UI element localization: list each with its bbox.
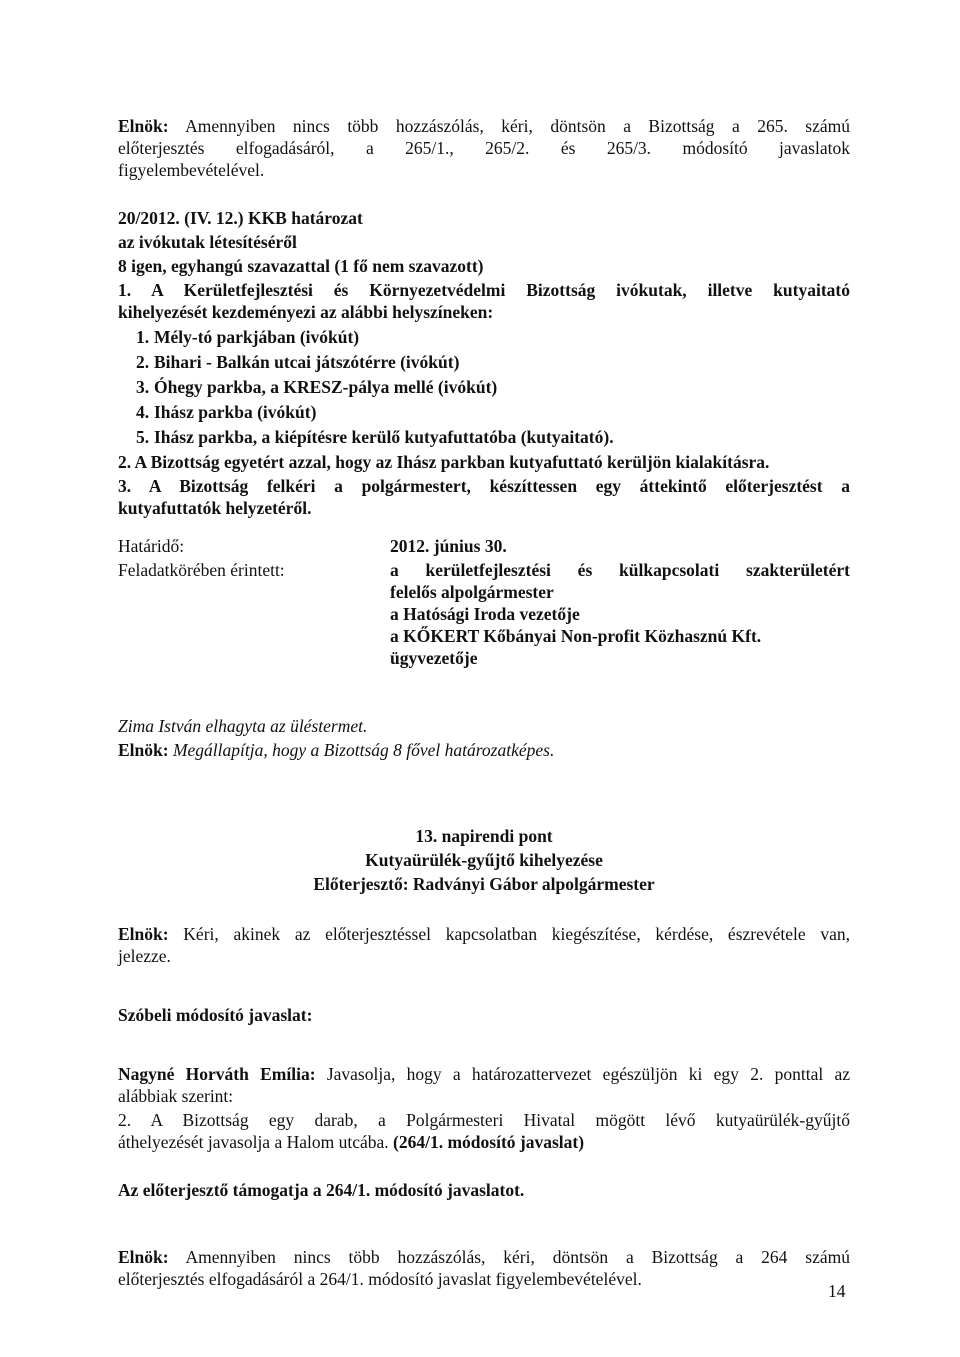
agenda-header [118,825,850,895]
statement-text: jelezze. [118,946,171,966]
page-number: 14 [828,1281,846,1301]
responsible-label: Feladatkörében érintett: [118,560,285,580]
amendment-reference: (264/1. módosító javaslat) [393,1132,585,1152]
speaker-label: Elnök: [118,924,169,944]
resolution-number: 20/2012. (IV. 12.) KKB határozat [118,208,363,228]
amendment-statement [118,1063,850,1153]
resolution-point-2 [118,451,850,473]
chair-statement-1 [118,115,850,181]
list-item-number: 4. [136,402,150,422]
resolution-subject: az ivókutak létesítéséről [118,232,297,252]
resolution-vote: 8 igen, egyhangú szavazattal (1 fő nem szavazott) [118,256,484,276]
responsible-list [390,559,850,669]
statement-text: figyelembevételével. [118,160,265,180]
list-item-text: Ihász parkba, a kiépítésre kerülő kutyafuttatóba (kutyaitató). [154,427,614,447]
point-text: A Kerületfejlesztési és Környezetvédelmi Bizottság ivókutak, illetve kutyaitató [151,280,850,300]
statement-text: Kéri, akinek az előterjesztéssel kapcsolatban kiegészítése, kérdése, észrevétele van, [183,924,850,944]
list-item-text: Óhegy parkba, a KRESZ-pálya mellé (ivókút) [154,377,498,397]
statement-text: Amennyiben nincs több hozzászólás, kéri, döntsön a Bizottság a 265. számú [185,116,850,136]
list-item-number: 3. [136,377,150,397]
resolution-point-1 [118,279,850,323]
list-item-number: 5. [136,427,150,447]
note-text: Zima István elhagyta az üléstermet. [118,716,368,736]
list-item [118,326,850,348]
responsible-line: a Hatósági Iroda vezetője [390,604,580,624]
point-number: 1. [118,280,132,300]
list-item-text: Ihász parkba (ivókút) [154,402,317,422]
resolution-block [118,207,850,669]
responsible-line: a kerületfejlesztési és külkapcsolati szakterületért [390,560,850,580]
responsible-line: a KŐKERT Kőbányai Non-profit Közhasznú Kft. [390,626,762,646]
list-item [118,426,850,448]
agenda-title: 13. napirendi pont [415,826,553,846]
statement-text: előterjesztés elfogadásáról, a 265/1., 265/2. és 265/3. módosító javaslatok [118,138,850,158]
statement-text: 2. A Bizottság egy darab, a Polgármesteri Hivatal mögött lévő kutyaürülék-gyűjtő [118,1110,850,1130]
location-list [118,326,850,448]
speaker-label: Elnök: [118,1247,169,1267]
statement-text: Javasolja, hogy a határozattervezet egészüljön ki egy 2. ponttal az [326,1064,850,1084]
point-text: kutyafuttatók helyzetéről. [118,498,312,518]
presenter-support: Az előterjesztő támogatja a 264/1. módosító javaslatot. [118,1180,525,1200]
deadline-row [118,535,850,557]
agenda-presenter: Előterjesztő: Radványi Gábor alpolgármester [313,874,655,894]
point-number: 3. [118,476,132,496]
responsible-line: felelős alpolgármester [390,582,554,602]
speaker-label: Nagyné Horváth Emília: [118,1064,316,1084]
statement-text: előterjesztés elfogadásáról a 264/1. módosító javaslat figyelembevételével. [118,1269,642,1289]
list-item [118,376,850,398]
statement-text: alábbiak szerint: [118,1086,234,1106]
speaker-label: Elnök: [118,740,169,760]
responsible-row [118,559,850,669]
point-text: A Bizottság egyetért azzal, hogy az Ihász parkban kutyafuttató kerüljön kialakításra. [134,452,770,472]
point-text: kihelyezését kezdeményezi az alábbi helyszíneken: [118,302,494,322]
chair-statement-3 [118,1246,850,1290]
responsible-line: ügyvezetője [390,648,478,668]
resolution-point-3 [118,475,850,519]
note-text: Megállapítja, hogy a Bizottság 8 fővel határozatképes. [172,740,555,760]
list-item [118,351,850,373]
point-number: 2. [118,452,132,472]
deadline-value: 2012. június 30. [390,536,507,556]
list-item [118,401,850,423]
list-item-number: 1. [136,327,150,347]
session-notes [118,715,850,761]
statement-text: áthelyezését javasolja a Halom utcába. [118,1132,389,1152]
point-text: A Bizottság felkéri a polgármestert, készíttessen egy áttekintő előterjesztést a [148,476,850,496]
document-page [118,115,850,1290]
statement-text: Amennyiben nincs több hozzászólás, kéri, döntsön a Bizottság a 264 számú [185,1247,850,1267]
chair-statement-2 [118,923,850,967]
list-item-text: Mély-tó parkjában (ivókút) [154,327,360,347]
list-item-text: Bihari - Balkán utcai játszótérre (ivókút) [154,352,460,372]
oral-amendment-heading: Szóbeli módosító javaslat: [118,1005,313,1025]
speaker-label: Elnök: [118,116,169,136]
list-item-number: 2. [136,352,150,372]
deadline-label: Határidő: [118,536,185,556]
agenda-subject: Kutyaürülék-gyűjtő kihelyezése [365,850,603,870]
